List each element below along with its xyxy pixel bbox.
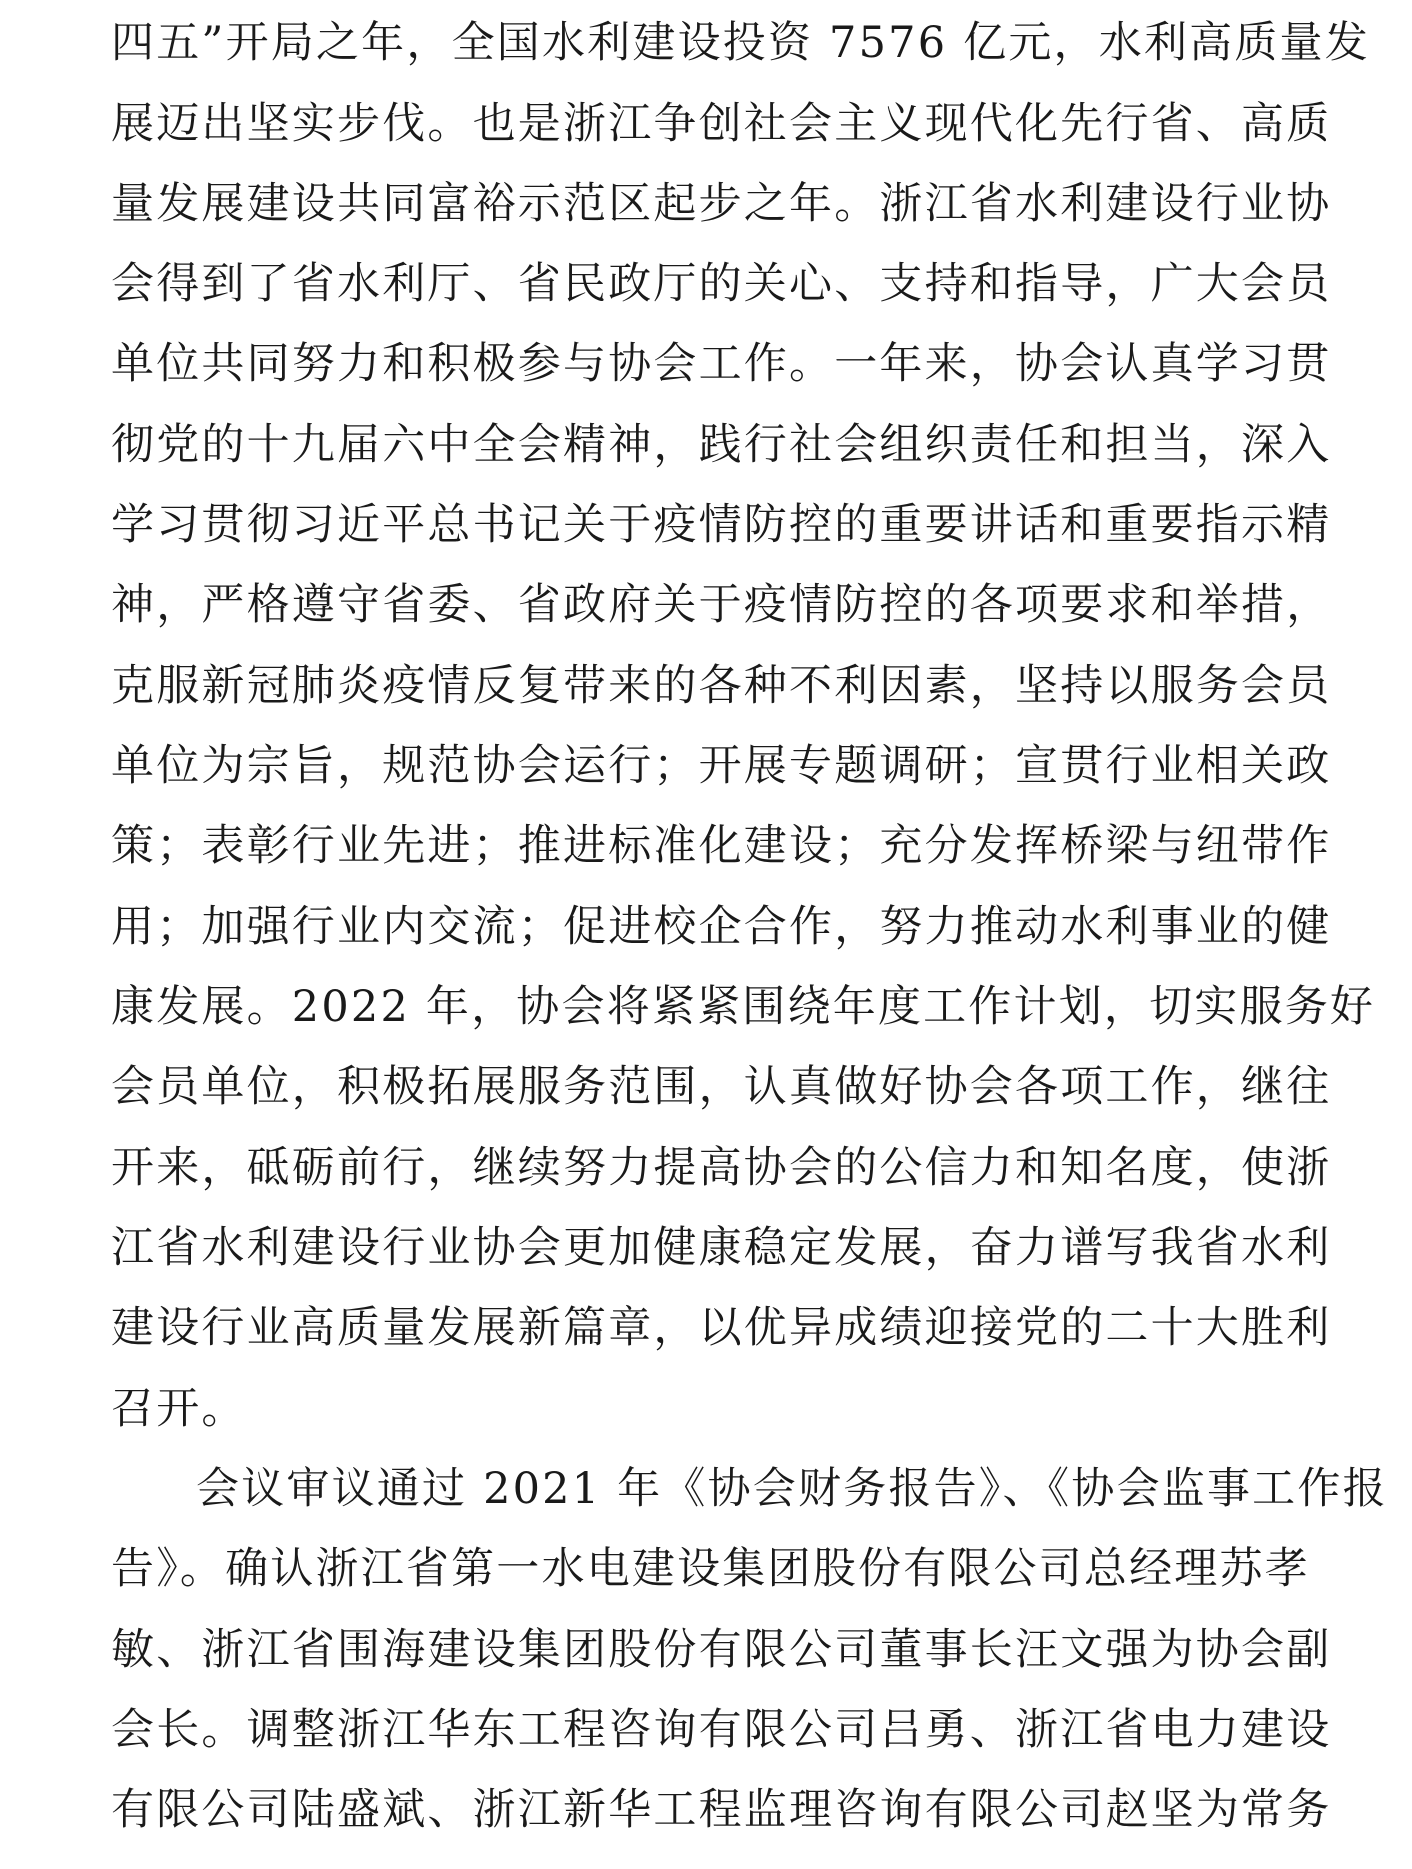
- text-line: 告》。确认浙江省第一水电建设集团股份有限公司总经理苏孝: [111, 1544, 1310, 1594]
- text-line: 单位为宗旨，规范协会运行；开展专题调研；宣贯行业相关政: [111, 741, 1332, 791]
- text-line: 神，严格遵守省委、省政府关于疫情防控的各项要求和举措，: [111, 580, 1332, 630]
- text-line: 会得到了省水利厅、省民政厅的关心、支持和指导，广大会员: [111, 259, 1332, 309]
- text-line: 用；加强行业内交流；促进校企合作，努力推动水利事业的健: [111, 902, 1332, 952]
- text-line: 四五”开局之年，全国水利建设投资 7576 亿元，水利高质量发: [111, 18, 1370, 68]
- paragraph-first-line: 会议审议通过 2021 年《协会财务报告》、《协会监事工作报: [196, 1464, 1388, 1514]
- text-line: 建设行业高质量发展新篇章，以优异成绩迎接党的二十大胜利: [111, 1303, 1332, 1353]
- text-line: 学习贯彻习近平总书记关于疫情防控的重要讲话和重要指示精: [111, 500, 1332, 550]
- text-line: 克服新冠肺炎疫情反复带来的各种不利因素，坚持以服务会员: [111, 661, 1332, 711]
- text-line: 开来，砥砺前行，继续努力提高协会的公信力和知名度，使浙: [111, 1143, 1332, 1193]
- text-line: 康发展。2022 年，协会将紧紧围绕年度工作计划，切实服务好: [111, 982, 1376, 1032]
- text-line: 会长。调整浙江华东工程咨询有限公司吕勇、浙江省电力建设: [111, 1705, 1332, 1755]
- text-line: 有限公司陆盛斌、浙江新华工程监理咨询有限公司赵坚为常务: [111, 1785, 1332, 1835]
- text-line: 单位共同努力和积极参与协会工作。一年来，协会认真学习贯: [111, 339, 1332, 389]
- text-line: 江省水利建设行业协会更加健康稳定发展，奋力谱写我省水利: [111, 1223, 1332, 1273]
- text-line: 召开。: [111, 1384, 247, 1434]
- text-line: 量发展建设共同富裕示范区起步之年。浙江省水利建设行业协: [111, 179, 1332, 229]
- text-line: 展迈出坚实步伐。也是浙江争创社会主义现代化先行省、高质: [111, 99, 1332, 149]
- text-line: 彻党的十九届六中全会精神，践行社会组织责任和担当，深入: [111, 420, 1332, 470]
- text-line: 敏、浙江省围海建设集团股份有限公司董事长汪文强为协会副: [111, 1625, 1332, 1675]
- text-line: 会员单位，积极拓展服务范围，认真做好协会各项工作，继往: [111, 1062, 1332, 1112]
- text-line: 策；表彰行业先进；推进标准化建设；充分发挥桥梁与纽带作: [111, 821, 1332, 871]
